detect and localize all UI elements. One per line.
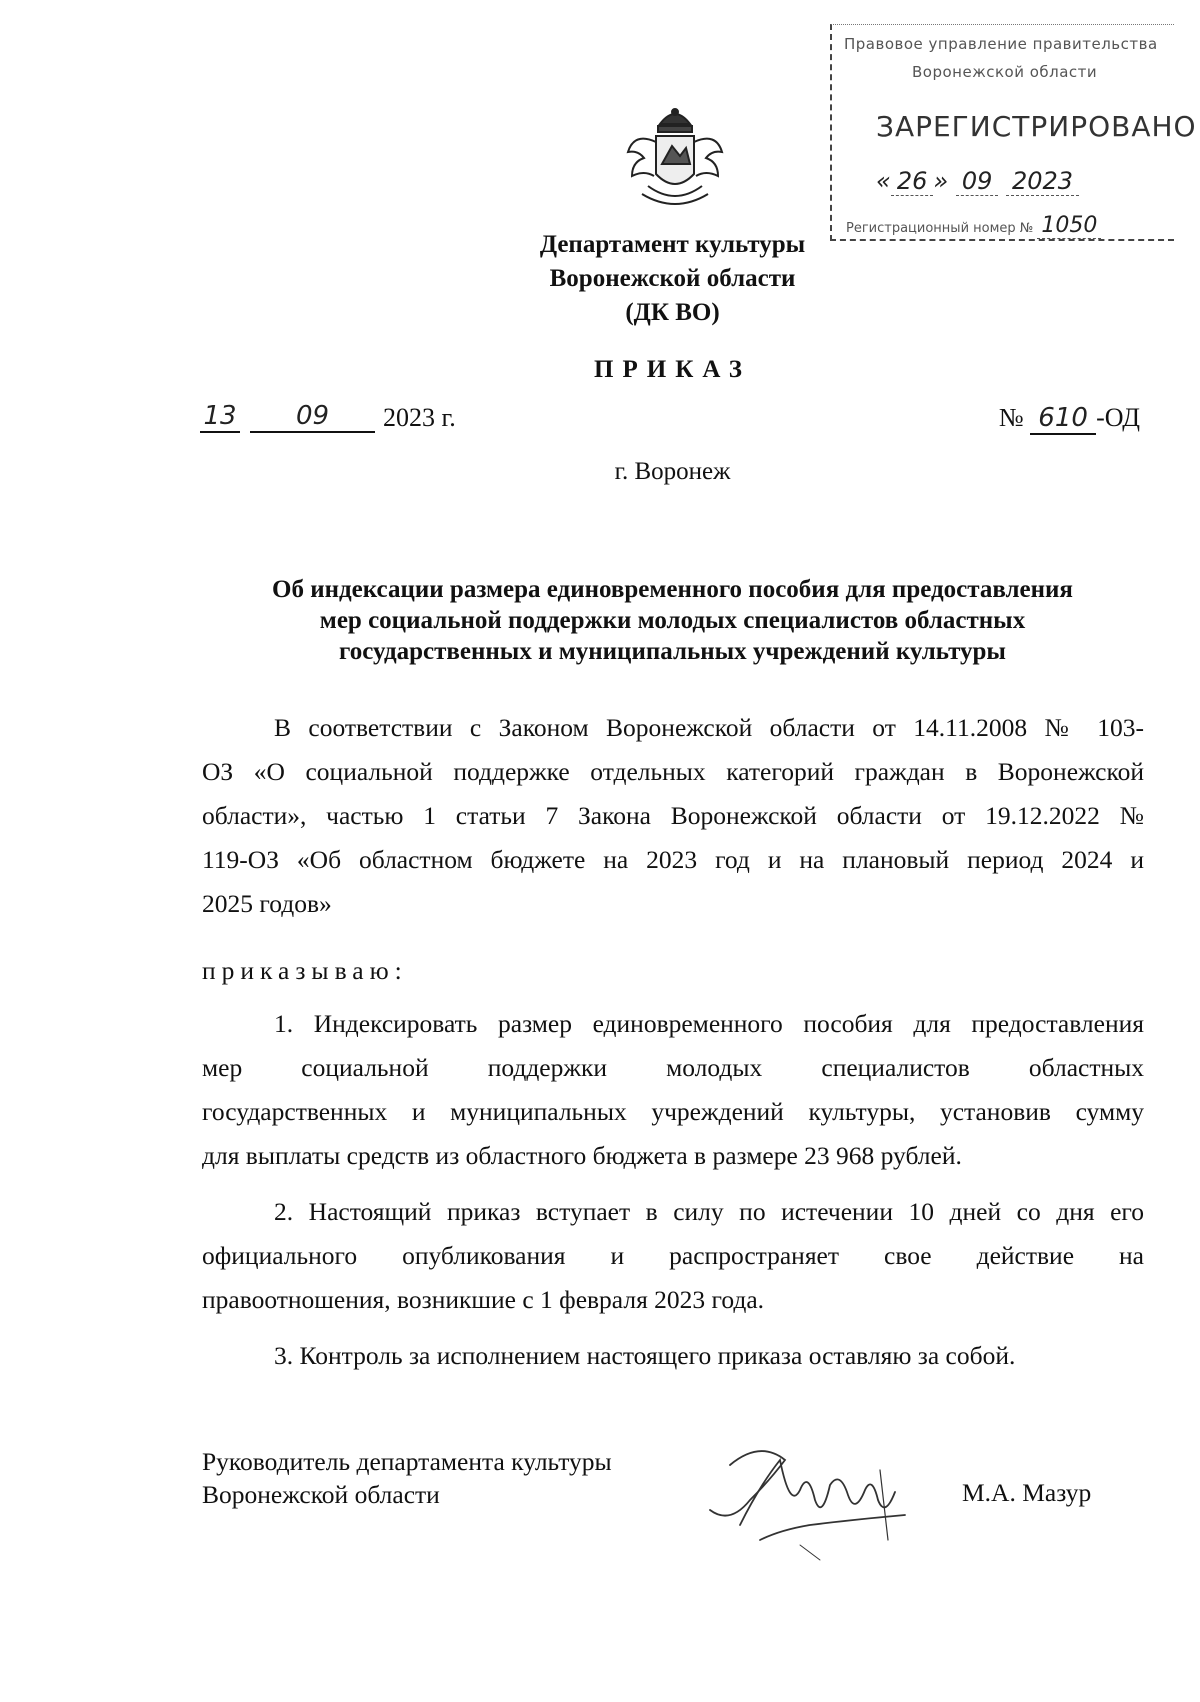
order-number-prefix: № (998, 403, 1024, 432)
item1-line4: для выплаты средств из областного бюджета в размере 23 968 рублей. (202, 1141, 962, 1170)
order-title (0, 574, 1200, 667)
stamp-date-year: 2023 (1006, 167, 1079, 196)
document-type: ПРИКАЗ (594, 356, 751, 383)
stamp-number-label: Регистрационный номер № (846, 221, 1034, 236)
registration-stamp (830, 24, 1197, 241)
stamp-registered: ЗАРЕГИСТРИРОВАНО (876, 110, 1197, 143)
order-year: 2023 г. (383, 403, 456, 432)
item2-line1: 2. Настоящий приказ вступает в силу по истечении 10 дней со дня его (274, 1197, 1144, 1226)
item3-line1: 3. Контроль за исполнением настоящего приказа оставляю за собой. (274, 1341, 1016, 1370)
preamble-line5: 2025 годов» (202, 889, 332, 918)
item2-line3: правоотношения, возникшие с 1 февраля 2023 года. (202, 1285, 765, 1314)
item2-line2: официального опубликования и распространяет свое действие на (202, 1241, 1144, 1270)
stamp-number-value: 1050 (1037, 213, 1101, 239)
department-name (0, 228, 1200, 330)
order-city: г. Воронеж (614, 458, 731, 485)
department-line1: Департамент культуры (539, 231, 806, 258)
stamp-date: « 26 » 09 2023 (876, 167, 1079, 196)
preamble-line4: 119-ОЗ «Об областном бюджете на 2023 год и на плановый период 2024 и (202, 845, 1144, 874)
preamble-line3: области», частью 1 статьи 7 Закона Воронежской области от 19.12.2022 № (202, 801, 1144, 830)
stamp-line1: Правовое управление правительства (844, 35, 1158, 53)
coat-of-arms-icon (620, 102, 730, 212)
item1-line3: государственных и муниципальных учреждений культуры, установив сумму (202, 1097, 1144, 1126)
order-month: 09 (250, 401, 375, 433)
signer-position (202, 1445, 612, 1511)
stamp-line2: Воронежской области (912, 63, 1098, 81)
order-number (999, 403, 1140, 435)
preamble-line1: В соответствии с Законом Воронежской области от 14.11.2008 № 103- (274, 713, 1144, 742)
preamble (202, 706, 1144, 926)
order-items (202, 1002, 1144, 1378)
order-day: 13 (200, 401, 240, 433)
preamble-line2: ОЗ «О социальной поддержке отдельных категорий граждан в Воронежской (202, 757, 1144, 786)
title-line1: Об индексации размера единовременного пособия для предоставления (272, 576, 1073, 603)
signer-name: М.А. Мазур (962, 1478, 1092, 1507)
directive-word: приказываю: (202, 956, 408, 985)
signer-position-line1: Руководитель департамента культуры (202, 1447, 612, 1476)
title-line3: государственных и муниципальных учреждений культуры (339, 638, 1006, 665)
department-line2: Воронежской области (549, 265, 796, 292)
department-line3: (ДК ВО) (625, 299, 720, 326)
item1-line1: 1. Индексировать размер единовременного пособия для предоставления (274, 1009, 1144, 1038)
signer-position-line2: Воронежской области (202, 1480, 440, 1509)
order-number-suffix: -ОД (1096, 403, 1140, 432)
title-line2: мер социальной поддержки молодых специалистов областных (319, 607, 1026, 634)
stamp-date-month: 09 (956, 167, 999, 196)
order-number-value: 610 (1030, 403, 1096, 435)
handwritten-signature (690, 1430, 930, 1570)
item1-line2: мер социальной поддержки молодых специалистов областных (202, 1053, 1144, 1082)
date-number-row (200, 403, 1140, 443)
stamp-date-day: 26 (891, 167, 934, 196)
